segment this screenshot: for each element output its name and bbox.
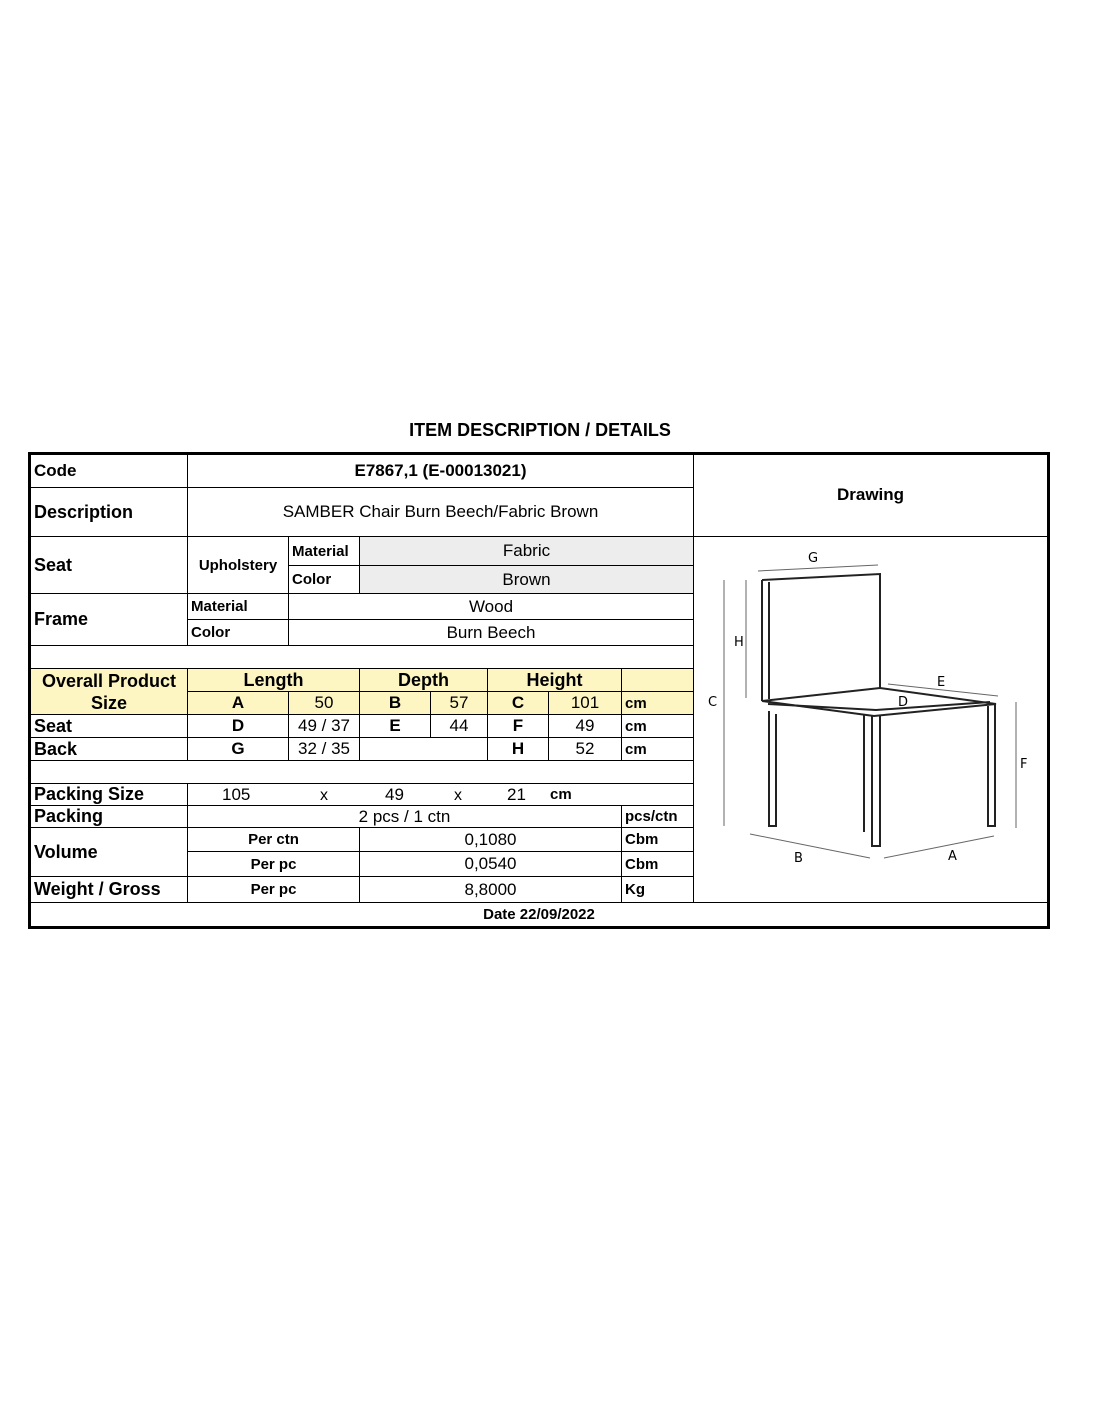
packing-height: 21 (507, 785, 526, 804)
dim-h-letter: H (487, 737, 549, 761)
dim-f-value: 49 (548, 714, 622, 738)
packing-unit: pcs/ctn (621, 805, 694, 828)
volume-per-pc-label: Per pc (187, 851, 360, 877)
frame-color-label: Color (187, 619, 289, 646)
packing-width: 49 (385, 785, 404, 804)
dim-a-value: 50 (288, 691, 360, 715)
dim-d-letter: D (187, 714, 289, 738)
weight-per-label: Per pc (187, 876, 360, 903)
weight-unit: Kg (621, 876, 694, 903)
description-label: Description (30, 487, 188, 537)
packing-x1: x (320, 787, 328, 804)
volume-label: Volume (30, 827, 188, 877)
dim-b-value: 57 (430, 691, 488, 715)
spacer-row-2 (30, 760, 694, 784)
drawing-letter-a: A (948, 849, 957, 864)
seat-unit: cm (621, 714, 694, 738)
packing-size-row (187, 783, 694, 806)
overall-unit: cm (621, 691, 694, 715)
drawing-letter-d: D (898, 695, 909, 710)
frame-material-label: Material (187, 593, 289, 620)
upholstery-label: Upholstery (187, 536, 289, 594)
seat-label: Seat (30, 536, 188, 594)
seat-material-value: Fabric (359, 536, 694, 566)
code-label: Code (30, 454, 188, 488)
back-empty-cell (359, 737, 488, 761)
packing-size-unit: cm (550, 786, 572, 803)
dim-e-value: 44 (430, 714, 488, 738)
drawing-letter-e: E (937, 675, 946, 690)
depth-header: Depth (359, 668, 488, 692)
item-details-sheet (30, 454, 1048, 927)
drawing-label: Drawing (693, 454, 1048, 537)
volume-per-ctn-label: Per ctn (187, 827, 360, 852)
packing-x2: x (454, 787, 462, 804)
code-value: E7867,1 (E-00013021) (187, 454, 694, 488)
drawing-letter-b: B (794, 851, 803, 866)
dim-f-letter: F (487, 714, 549, 738)
frame-color-value: Burn Beech (288, 619, 694, 646)
date-footer: Date 22/09/2022 (30, 902, 1048, 927)
drawing-letter-h: H (734, 635, 744, 650)
seat-color-label: Color (288, 565, 360, 594)
seat-dims-label: Seat (30, 714, 188, 738)
weight-value: 8,8000 (359, 876, 622, 903)
height-header: Height (487, 668, 622, 692)
drawing-letter-c: C (708, 695, 718, 710)
chair-dimension-drawing (694, 536, 1046, 902)
drawing-letter-f: F (1020, 757, 1028, 772)
volume-per-pc-unit: Cbm (621, 851, 694, 877)
frame-material-value: Wood (288, 593, 694, 620)
overall-size-label: Overall Product Size (30, 668, 188, 715)
seat-color-value: Brown (359, 565, 694, 594)
seat-material-label: Material (288, 536, 360, 566)
packing-value: 2 pcs / 1 ctn (187, 805, 622, 828)
description-value: SAMBER Chair Burn Beech/Fabric Brown (187, 487, 694, 537)
dim-g-letter: G (187, 737, 289, 761)
back-unit: cm (621, 737, 694, 761)
dim-h-value: 52 (548, 737, 622, 761)
volume-per-ctn-unit: Cbm (621, 827, 694, 852)
document-title: ITEM DESCRIPTION / DETAILS (409, 420, 671, 440)
dim-b-letter: B (359, 691, 431, 715)
weight-label: Weight / Gross (30, 876, 188, 903)
packing-label: Packing (30, 805, 188, 828)
dim-c-value: 101 (548, 691, 622, 715)
drawing-letter-g: G (808, 551, 819, 566)
frame-label: Frame (30, 593, 188, 646)
dim-a-letter: A (187, 691, 289, 715)
volume-per-pc-value: 0,0540 (359, 851, 622, 877)
packing-size-label: Packing Size (30, 783, 188, 806)
dim-c-letter: C (487, 691, 549, 715)
spacer-row (30, 645, 694, 669)
dim-e-letter: E (359, 714, 431, 738)
volume-per-ctn-value: 0,1080 (359, 827, 622, 852)
dim-g-value: 32 / 35 (288, 737, 360, 761)
length-header: Length (187, 668, 360, 692)
back-dims-label: Back (30, 737, 188, 761)
unit-header (621, 668, 694, 692)
dim-d-value: 49 / 37 (288, 714, 360, 738)
packing-length: 105 (222, 785, 251, 804)
